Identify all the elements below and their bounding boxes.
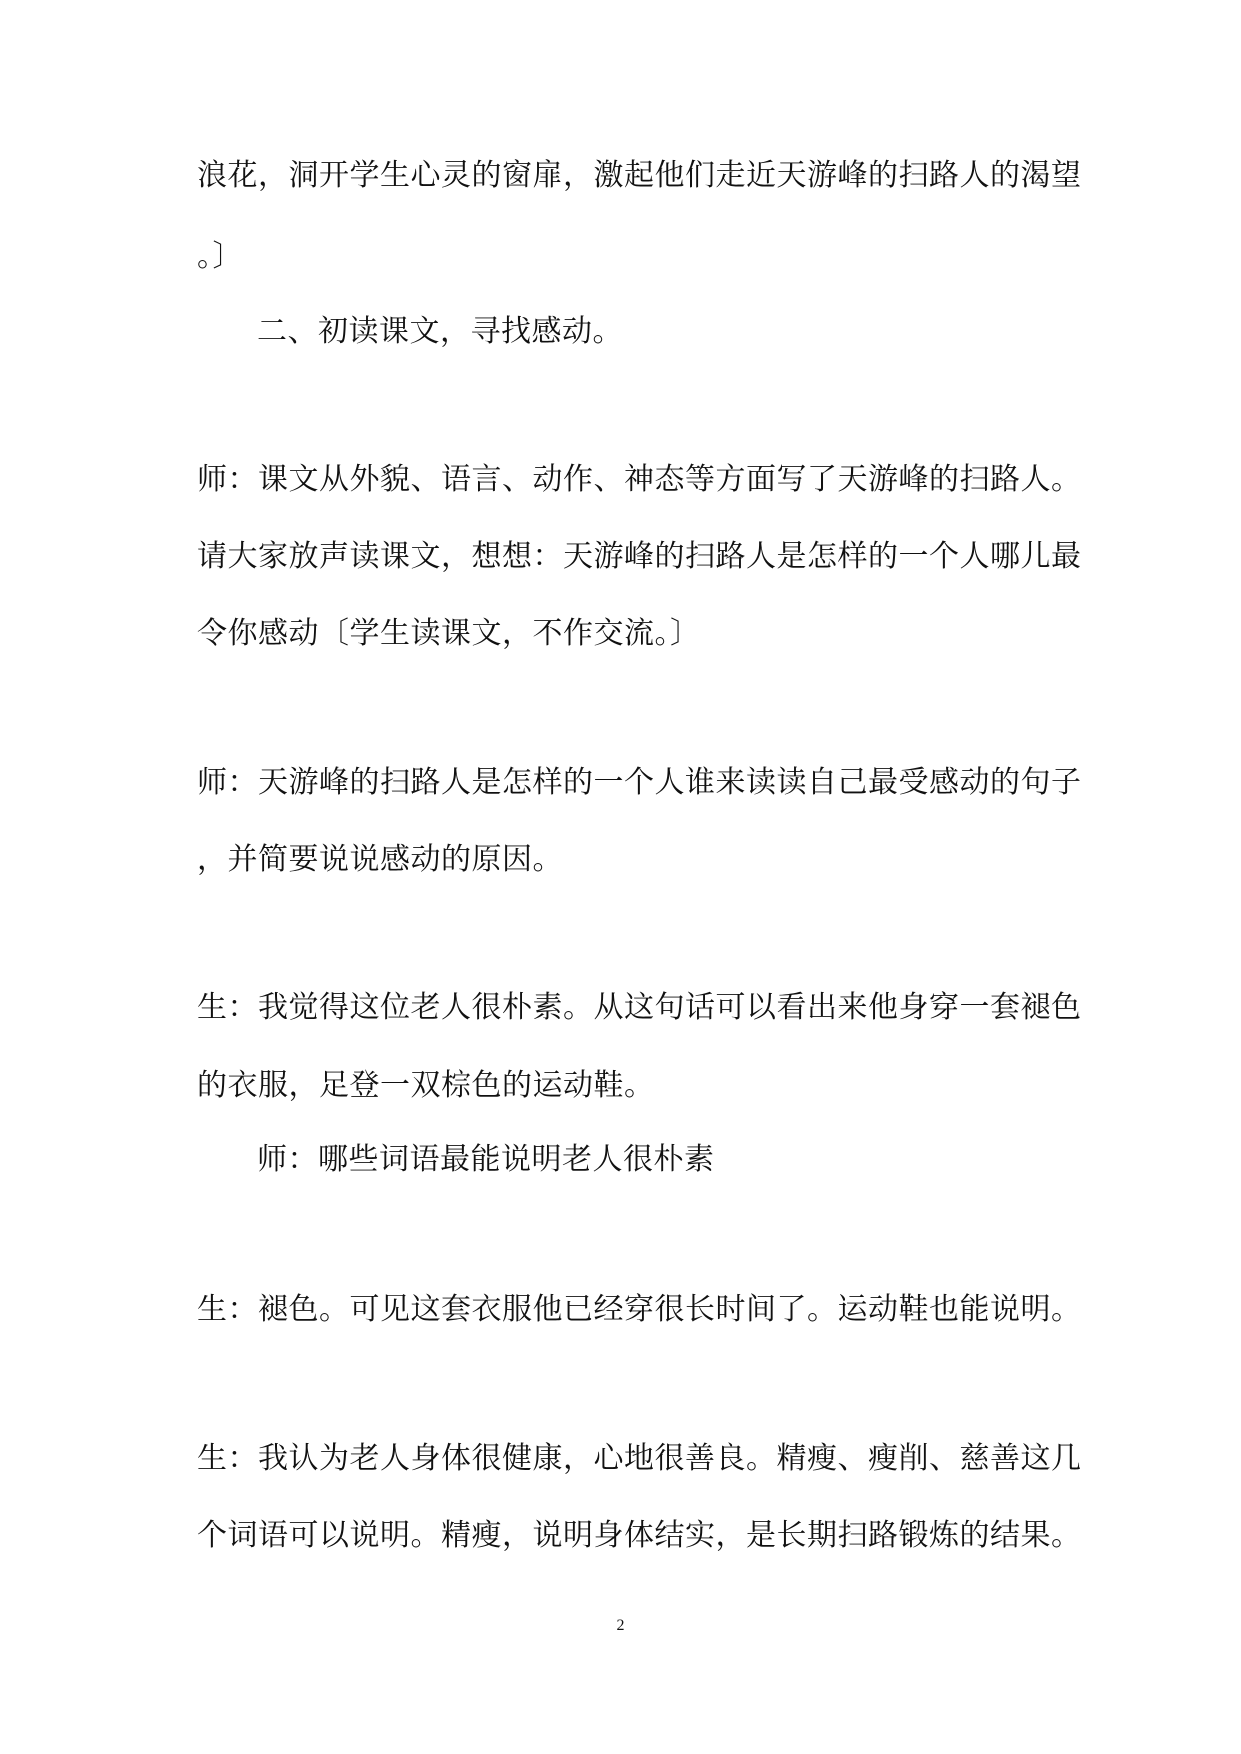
page-number: 2 bbox=[616, 1617, 625, 1634]
text-line: ，并简要说说感动的原因。 bbox=[197, 842, 563, 877]
text-line: 。〕 bbox=[197, 239, 243, 274]
text-line: 师：课文从外貌、语言、动作、神态等方面写了天游峰的扫路人。 bbox=[197, 462, 1082, 497]
text-line: 师：天游峰的扫路人是怎样的一个人谁来读读自己最受感动的句子 bbox=[197, 765, 1082, 800]
text-line: 浪花，洞开学生心灵的窗扉，激起他们走近天游峰的扫路人的渴望 bbox=[197, 158, 1082, 193]
text-line: 生：褪色。可见这套衣服他已经穿很长时间了。运动鞋也能说明。 bbox=[197, 1292, 1082, 1327]
text-line: 请大家放声读课文，想想：天游峰的扫路人是怎样的一个人哪儿最 bbox=[197, 539, 1082, 574]
text-line: 生：我认为老人身体很健康，心地很善良。精瘦、瘦削、慈善这几 bbox=[197, 1441, 1082, 1476]
text-line: 令你感动〔学生读课文，不作交流。〕 bbox=[197, 616, 701, 651]
text-line: 师：哪些词语最能说明老人很朴素 bbox=[257, 1142, 715, 1177]
text-line: 个词语可以说明。精瘦，说明身体结实，是长期扫路锻炼的结果。 bbox=[197, 1518, 1082, 1553]
text-line: 生：我觉得这位老人很朴素。从这句话可以看出来他身穿一套褪色 bbox=[197, 990, 1082, 1025]
section-heading: 二、初读课文，寻找感动。 bbox=[257, 314, 623, 349]
text-line: 的衣服，足登一双棕色的运动鞋。 bbox=[197, 1068, 655, 1103]
